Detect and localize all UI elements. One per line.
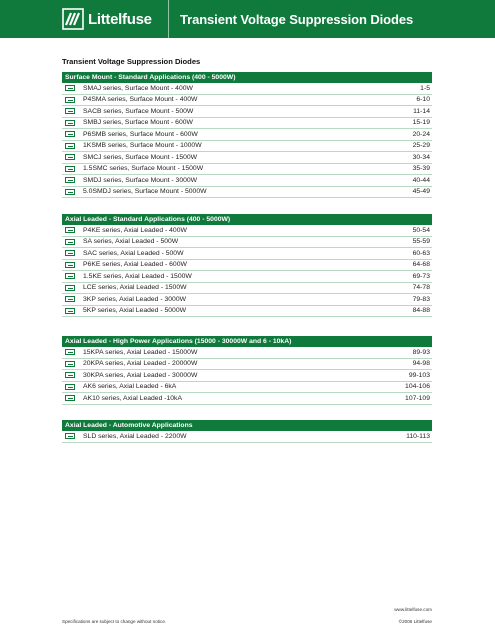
page-range: 40-44	[412, 176, 430, 184]
page-range: 50-54	[412, 226, 430, 234]
rohs-icon	[65, 189, 75, 195]
rohs-icon	[65, 273, 75, 279]
rohs-icon	[65, 120, 75, 126]
page-range: 104-106	[405, 383, 430, 391]
rohs-icon	[65, 97, 75, 103]
rohs-icon	[65, 143, 75, 149]
series-description: P6SMB series, Surface Mount - 600W	[83, 130, 198, 138]
index-row[interactable]	[62, 370, 432, 382]
section-rows	[62, 83, 432, 198]
brand-name: Littelfuse	[88, 10, 152, 28]
index-row[interactable]	[62, 175, 432, 187]
series-description: 1.5SMC series, Surface Mount - 1500W	[83, 165, 204, 173]
page-range: 55-59	[412, 238, 430, 246]
littelfuse-logo-icon	[62, 8, 84, 30]
section-3	[62, 420, 432, 443]
page-range: 1-5	[420, 84, 430, 92]
index-row[interactable]	[62, 294, 432, 306]
page-header	[0, 0, 495, 38]
series-description: 15KPA series, Axial Leaded - 15000W	[83, 348, 198, 356]
brand-logo[interactable]	[0, 0, 168, 38]
page-range: 99-103	[408, 371, 430, 379]
series-description: 3KP series, Axial Leaded - 3000W	[83, 295, 187, 303]
rohs-icon	[65, 384, 75, 390]
section-heading: Axial Leaded - Automotive Applications	[62, 420, 432, 431]
page-range: 45-49	[412, 188, 430, 196]
rohs-icon	[65, 285, 75, 291]
series-description: P4KE series, Axial Leaded - 400W	[83, 226, 187, 234]
rohs-icon	[65, 395, 75, 401]
series-description: AK6 series, Axial Leaded - 6kA	[83, 383, 177, 391]
footer-url[interactable]: www.littelfuse.com	[394, 607, 432, 612]
series-description: SA series, Axial Leaded - 500W	[83, 238, 179, 246]
section-0	[62, 72, 432, 198]
footer-notice: Specifications are subject to change without notice.	[62, 619, 167, 624]
section-heading: Surface Mount - Standard Applications (400 - 5000W)	[62, 72, 432, 83]
index-row[interactable]	[62, 152, 432, 164]
rohs-icon	[65, 154, 75, 160]
series-description: SACB series, Surface Mount - 500W	[83, 107, 194, 115]
page-range: 69-73	[412, 272, 430, 280]
rohs-icon	[65, 177, 75, 183]
section-1	[62, 214, 432, 317]
index-row[interactable]	[62, 347, 432, 359]
series-description: 30KPA series, Axial Leaded - 30000W	[83, 371, 198, 379]
index-row[interactable]	[62, 306, 432, 318]
page-range: 64-68	[412, 261, 430, 269]
rohs-icon	[65, 372, 75, 378]
page-range: 74-78	[412, 284, 430, 292]
index-row[interactable]	[62, 248, 432, 260]
page-range: 110-113	[406, 432, 430, 440]
rohs-icon	[65, 262, 75, 268]
series-description: 5.0SMDJ series, Surface Mount - 5000W	[83, 188, 207, 196]
page-title: Transient Voltage Suppression Diodes	[62, 57, 201, 66]
rohs-icon	[65, 227, 75, 233]
rohs-icon	[65, 239, 75, 245]
index-row[interactable]	[62, 283, 432, 295]
series-description: SAC series, Axial Leaded - 500W	[83, 249, 184, 257]
series-description: 1KSMB series, Surface Mount - 1000W	[83, 142, 202, 150]
index-row[interactable]	[62, 271, 432, 283]
page-range: 79-83	[412, 295, 430, 303]
index-row[interactable]	[62, 431, 432, 443]
series-description: SMCJ series, Surface Mount - 1500W	[83, 153, 198, 161]
rohs-icon	[65, 108, 75, 114]
series-description: LCE series, Axial Leaded - 1500W	[83, 284, 187, 292]
section-rows	[62, 347, 432, 405]
rohs-icon	[65, 361, 75, 367]
section-heading: Axial Leaded - Standard Applications (400 - 5000W)	[62, 214, 432, 225]
rohs-icon	[65, 131, 75, 137]
page-range: 6-10	[416, 96, 430, 104]
page-range: 11-14	[413, 107, 430, 115]
series-description: 5KP series, Axial Leaded - 5000W	[83, 307, 187, 315]
page-range: 20-24	[412, 130, 430, 138]
series-description: 1.5KE series, Axial Leaded - 1500W	[83, 272, 192, 280]
page-range: 60-63	[412, 249, 430, 257]
page-range: 35-39	[412, 165, 430, 173]
index-row[interactable]	[62, 141, 432, 153]
rohs-icon	[65, 250, 75, 256]
index-row[interactable]	[62, 129, 432, 141]
page-range: 30-34	[412, 153, 430, 161]
index-row[interactable]	[62, 382, 432, 394]
index-row[interactable]	[62, 237, 432, 249]
series-description: SMBJ series, Surface Mount - 600W	[83, 119, 193, 127]
rohs-icon	[65, 433, 75, 439]
page-range: 107-109	[405, 394, 430, 402]
page-range: 25-29	[412, 142, 430, 150]
page-range: 84-88	[412, 307, 430, 315]
series-description: SLD series, Axial Leaded - 2200W	[83, 432, 187, 440]
series-description: SMAJ series, Surface Mount - 400W	[83, 84, 193, 92]
index-row[interactable]	[62, 393, 432, 405]
series-description: SMDJ series, Surface Mount - 3000W	[83, 176, 198, 184]
section-heading: Axial Leaded - High Power Applications (15000 - 30000W and 6 - 10kA)	[62, 336, 432, 347]
index-row[interactable]	[62, 260, 432, 272]
section-rows	[62, 225, 432, 317]
series-description: P4SMA series, Surface Mount - 400W	[83, 96, 198, 104]
series-description: AK10 series, Axial Leaded -10kA	[83, 394, 182, 402]
index-row[interactable]	[62, 118, 432, 130]
section-2	[62, 336, 432, 405]
rohs-icon	[65, 308, 75, 314]
index-row[interactable]	[62, 164, 432, 176]
rohs-icon	[65, 166, 75, 172]
page-range: 89-93	[412, 348, 430, 356]
index-row[interactable]	[62, 106, 432, 118]
series-description: 20KPA series, Axial Leaded - 20000W	[83, 360, 198, 368]
index-row[interactable]	[62, 83, 432, 95]
rohs-icon	[65, 85, 75, 91]
index-row[interactable]	[62, 187, 432, 199]
page-range: 94-98	[412, 360, 430, 368]
footer-copyright: ©2006 Littelfuse	[398, 619, 432, 624]
page-range: 15-19	[412, 119, 430, 127]
header-title: Transient Voltage Suppression Diodes	[180, 11, 414, 27]
series-description: P6KE series, Axial Leaded - 600W	[83, 261, 187, 269]
rohs-icon	[65, 296, 75, 302]
rohs-icon	[65, 349, 75, 355]
index-row[interactable]	[62, 359, 432, 371]
section-rows	[62, 431, 432, 443]
index-row[interactable]	[62, 95, 432, 107]
index-row[interactable]	[62, 225, 432, 237]
